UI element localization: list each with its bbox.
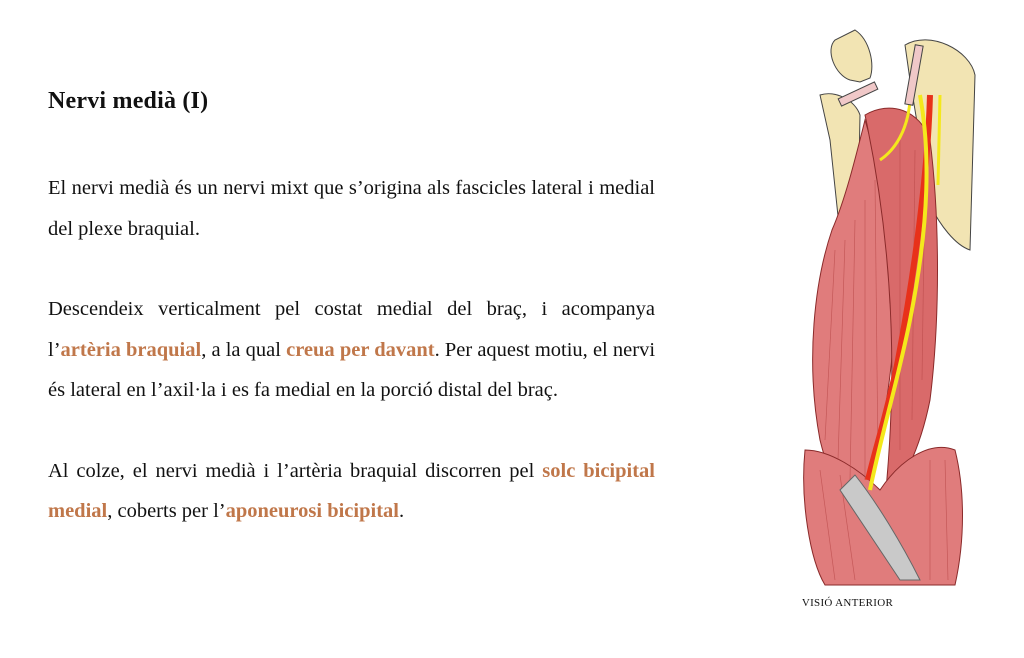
page-title: Nervi medià (I) bbox=[48, 88, 209, 114]
term-aponeurosi-bicipital[interactable]: aponeurosi bicipital bbox=[225, 500, 399, 522]
nerve-branch-2 bbox=[938, 95, 940, 185]
figure-caption: VISIÓ ANTERIOR bbox=[801, 597, 894, 609]
course-text-1: Descendeix verticalment pel costat medial del braç, i acompanya l’ bbox=[48, 298, 655, 361]
paragraph-origin-text: El nervi medià és un nervi mixt que s’origina als fascicles lateral i medial del plexe braquial. bbox=[48, 177, 655, 240]
arm-anatomy-illustration bbox=[780, 20, 980, 590]
tendon-stub-2 bbox=[838, 82, 878, 106]
elbow-text-2: , coberts per l’ bbox=[107, 500, 226, 522]
term-creua-per-davant[interactable]: creua per davant bbox=[286, 338, 435, 361]
paragraph-course bbox=[48, 289, 655, 411]
paragraph-elbow bbox=[48, 451, 655, 532]
term-arteria-braquial[interactable]: artèria braquial bbox=[60, 338, 202, 361]
elbow-text-3: . bbox=[398, 500, 405, 522]
elbow-text-1: Al colze, el nervi medià i l’artèria braquial discorren pel bbox=[48, 459, 543, 482]
term-solc-bicipital-medial[interactable]: solc bicipital medial bbox=[48, 459, 655, 522]
course-text-3: . Per aquest motiu, el nervi és lateral en l’axil·la i es fa medial en la porció distal del braç. bbox=[48, 338, 656, 401]
slide-body bbox=[48, 168, 655, 572]
paragraph-origin bbox=[48, 168, 655, 249]
course-text-2: , a la qual bbox=[201, 338, 287, 361]
humerus-head bbox=[831, 30, 872, 82]
